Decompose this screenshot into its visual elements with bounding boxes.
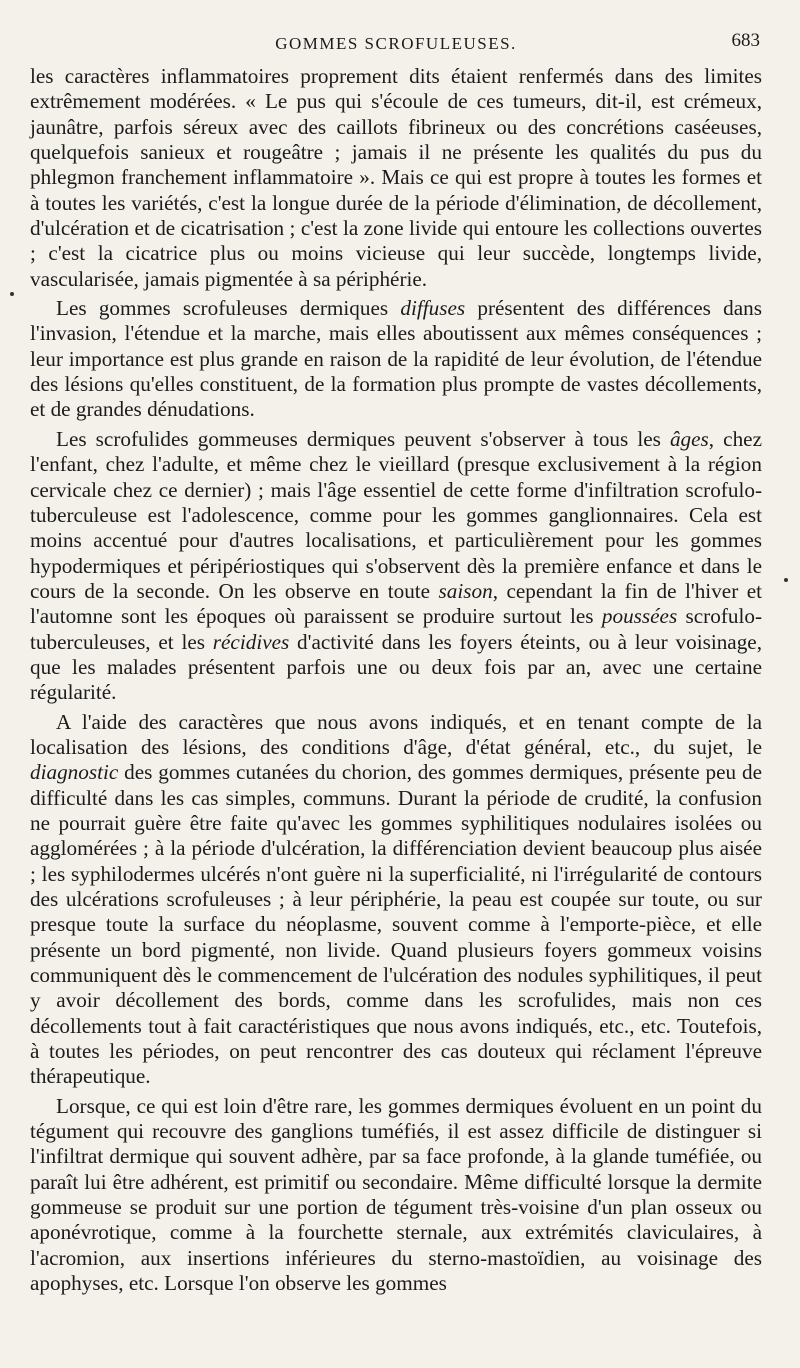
print-speck (784, 578, 788, 582)
italic-term: récidives (212, 629, 290, 654)
italic-term: diagnostic (30, 760, 119, 785)
text-segment: d'activité dans les foyers éteints, ou à leur voisinage, que les malades présentent parfois une ou deux fois par an, avec une certaine régularité. (30, 629, 763, 705)
running-head (30, 26, 762, 64)
italic-term: âges (669, 426, 709, 451)
paragraph (30, 1094, 762, 1297)
text-segment: Les gommes scrofuleuses dermiques (56, 296, 401, 321)
body-text (30, 64, 762, 1297)
print-speck (10, 292, 14, 296)
italic-term: poussées (601, 604, 678, 629)
text-segment: , chez l'enfant, chez l'adulte, et même chez le vieillard (presque exclusivement à la région cervicale chez ce dernier) ; mais l'âge essentiel de cette forme d'infiltration scrofulo-tuberculeuse est l'adolescence, comme pour les gommes ganglionnaires. Cela est moins accentué pour d'autres localisations, et particulièrement pour les gommes hypodermiques et péripériostiques qui s'observent dès la première enfance et dans le cours de la seconde. On les observe en toute (30, 426, 762, 603)
text-segment: des gommes cutanées du chorion, des gommes dermiques, présente peu de difficulté dans les cas simples, communs. Durant la période de crudité, la confusion ne pourrait guère être faite qu'avec les gommes syphilitiques nodulaires isolées ou agglomérées ; à la période d'ulcération, la différenciation devient beaucoup plus aisée ; les syphilodermes ulcérés n'ont guère ni la superficialité, ni l'irrégularité de contours des ulcérations scrofuleuses ; à leur périphérie, la peau est coupée sur toute, ou sur presque toute la surface du néoplasme, souvent comme à l'emporte-pièce, et elle présente un bord pigmenté, non livide. Quand plusieurs foyers gommeux voisins communiquent dès le commencement de l'ulcération des nodules syphilitiques, il peut y avoir décollement des bords, comme dans les scrofulides, mais non ces décollements tout à fait caractéristiques que nous avons indiqués, etc., etc. Toutefois, à toutes les périodes, on peut rencontrer des cas douteux qui réclament l'épreuve thérapeutique. (30, 760, 762, 1089)
running-title: GOMMES SCROFULEUSES. (275, 34, 517, 53)
text-segment: A l'aide des caractères que nous avons indiqués, et en tenant compte de la localisation des lésions, des conditions d'âge, d'état général, etc., du sujet, le (30, 709, 762, 759)
text-segment: , cependant la fin de l'hiver et l'automne sont les époques où paraissent se produire surtout les (30, 578, 763, 629)
italic-term: saison (438, 578, 493, 603)
text-segment: les caractères inflammatoires proprement dits étaient renfermés dans des limites extrêmement modérées. « Le pus qui s'écoule de ces tumeurs, dit-il, est crémeux, jaunâtre, parfois séreux avec des caillots fibrineux ou des concrétions caséeuses, quelquefois sanieux et rougeâtre ; jamais il ne présente les qualités du pus du phlegmon franchement inflammatoire ». Mais ce qui est propre à toutes les formes et à toutes les variétés, c'est la longue durée de la période d'élimination, de décollement, d'ulcération et de cicatrisation ; c'est la zone livide qui entoure les collections ouvertes ; c'est la cicatrice plus ou moins vicieuse qui leur succède, longtemps livide, vascularisée, jamais pigmentée à sa périphérie. (30, 64, 762, 291)
paragraph (30, 710, 762, 1090)
page-number: 683 (731, 30, 760, 51)
text-segment: scrofulo-tuberculeuses, et les (30, 604, 763, 654)
paragraph (30, 296, 762, 423)
text-segment: Lorsque, ce qui est loin d'être rare, les gommes dermiques évoluent en un point du tégument qui recouvre des ganglions tuméfiés, il est assez difficile de distinguer si l'infiltrat dermique qui souvent adhère, par sa face profonde, à la glande tuméfiée, ou paraît lui être adhérent, est primitif ou secondaire. Même difficulté lorsque la dermite gommeuse se produit sur une portion de tégument très-voisine d'un plan osseux ou aponévrotique, comme à la fourchette sternale, aux extrémités claviculaires, à l'acromion, aux insertions inférieures du sterno-mastoïdien, au voisinage des apophyses, etc. Lorsque l'on observe les gommes (30, 1093, 762, 1296)
text-segment: Les scrofulides gommeuses dermiques peuvent s'observer à tous les (56, 426, 670, 451)
text-segment: présentent des différences dans l'invasion, l'étendue et la marche, mais elles aboutissent aux mêmes conséquences ; leur importance est plus grande en raison de la rapidité de leur évolution, de l'étendue des lésions qu'elles constituent, de la formation plus prompte de vastes décollements, et de grandes dénudations. (30, 296, 762, 422)
paragraph (30, 427, 762, 706)
italic-term: diffuses (400, 296, 466, 321)
paragraph (30, 64, 762, 292)
